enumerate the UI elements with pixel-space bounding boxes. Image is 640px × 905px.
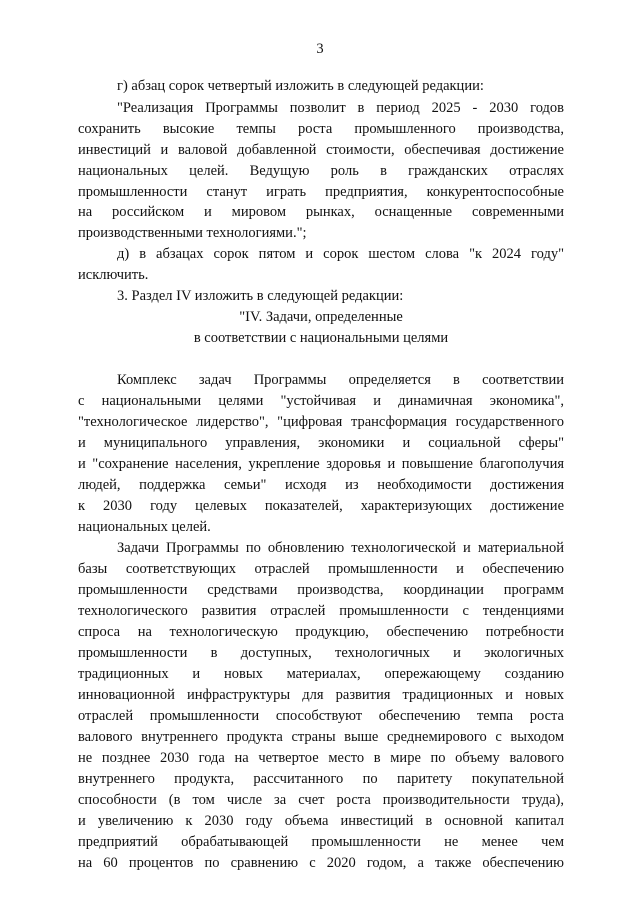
text-line: инвестиций и валовой добавленной стоимости, обеспечивая достижение [78,142,564,158]
text-line: "Реализация Программы позволит в период 2025 - 2030 годов [117,100,564,116]
text-line: Задачи Программы по обновлению технологической и материальной [117,540,564,556]
text-line: и муниципального управления, экономики и социальной сферы" [78,435,564,451]
text-line: производственными технологиями."; [78,225,307,241]
text-line: 3. Раздел IV изложить в следующей редакции: [117,288,404,304]
text-line: г) абзац сорок четвертый изложить в следующей редакции: [117,78,484,94]
section-heading-line: "IV. Задачи, определенные [239,309,403,325]
text-line: спроса на технологическую продукцию, обеспечению потребности [78,624,564,640]
text-line: традиционных и новых материалах, опережающему созданию [78,666,564,682]
text-line: исключить. [78,267,149,283]
text-line: инновационной инфраструктуры для развития традиционных и новых [78,687,564,703]
text-line: на 60 процентов по сравнению с 2020 годом, а также обеспечению [78,855,564,871]
text-line: с национальными целями "устойчивая и динамичная экономика", [78,393,564,409]
text-line: способности (в том числе за счет роста производительности труда), [78,792,564,808]
text-line: и увеличению к 2030 году объема инвестиций в основной капитал [78,813,564,829]
text-line: внутреннего продукта, рассчитанного по паритету покупательной [78,771,564,787]
text-line: не позднее 2030 года на четвертое место в мире по объему валового [78,750,564,766]
text-line: к 2030 году целевых показателей, характеризующих достижение [78,498,564,514]
text-line: базы соответствующих отраслей промышленности и обеспечению [78,561,564,577]
text-line: национальных целей. [78,519,211,535]
text-line: "технологическое лидерство", "цифровая трансформация государственного [78,414,564,430]
text-line: на российском и мировом рынках, оснащенные современными [78,204,564,220]
text-line: промышленности в доступных, технологичных и экологичных [78,645,564,661]
text-line: технологического развития отраслей промышленности с тенденциями [78,603,564,619]
text-line: Комплекс задач Программы определяется в соответствии [117,372,564,388]
text-line: валового внутреннего продукта страны выше среднемирового с выходом [78,729,564,745]
text-line: и "сохранение населения, укрепление здоровья и повышение благополучия [78,456,564,472]
section-heading-line: в соответствии с национальными целями [193,330,449,346]
text-line: д) в абзацах сорок пятом и сорок шестом слова "к 2024 году" [117,246,564,262]
text-line: национальных целей. Ведущую роль в гражданских отраслях [78,163,564,179]
text-line: отраслей промышленности способствуют обеспечению темпа роста [78,708,564,724]
text-line: сохранить высокие темпы роста промышленного производства, [78,121,564,137]
text-line: людей, поддержка семьи" исходя из необходимости достижения [78,477,564,493]
text-line: промышленности станут играть предприятия, конкурентоспособные [78,184,564,200]
text-line: промышленности средствами производства, координации программ [78,582,564,598]
page-number: 3 [316,41,324,57]
text-line: предприятий обрабатывающей промышленности не менее чем [78,834,564,850]
